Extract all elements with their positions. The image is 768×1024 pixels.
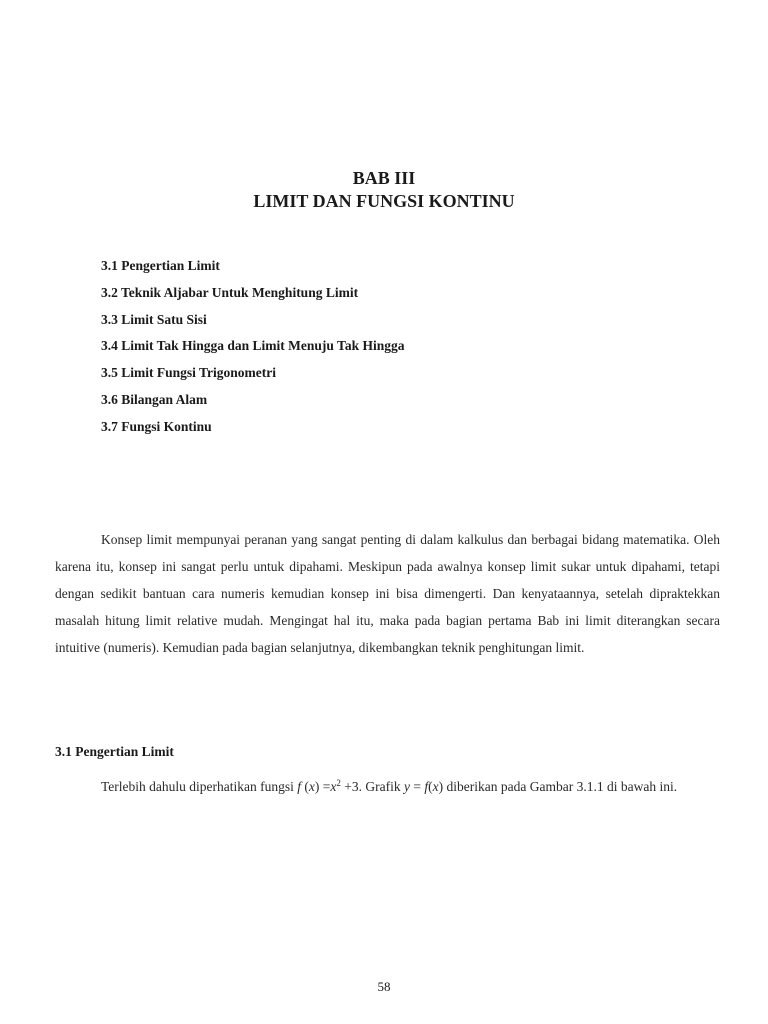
graph-formula-open: ( — [428, 779, 433, 794]
graph-formula — [404, 779, 443, 794]
graph-formula-y: y — [404, 779, 410, 794]
table-of-contents — [101, 253, 404, 441]
toc-item: 3.5 Limit Fungsi Trigonometri — [101, 365, 276, 381]
page-number: 58 — [377, 979, 391, 994]
section-heading: 3.1 Pengertian Limit — [55, 744, 174, 759]
graph-formula-close: ) — [438, 779, 444, 794]
toc-item: 3.2 Teknik Aljabar Untuk Menghitung Limit — [101, 284, 359, 300]
section-text-before: Terlebih dahulu diperhatikan fungsi — [101, 779, 298, 794]
toc-item: 3.7 Fungsi Kontinu — [101, 418, 212, 434]
function-formula — [297, 779, 358, 794]
formula-f: f — [297, 779, 302, 794]
formula-exponent: 2 — [336, 778, 341, 788]
intro-paragraph: Konsep limit mempunyai peranan yang sangat penting di dalam kalkulus dan berbagai bidang matematika. Oleh karena itu, konsep ini sangat perlu untuk dipahami. Meskipun pada awalnya konsep limit sukar untuk dipahami, tetapi dengan sedikit bantuan cara numeris kemudian konsep ini bisa dimengerti. Dan kenyataannya, setelah dipraktekkan masalah hitung limit relative mudah. Mengingat hal itu, maka pada bagian pertama Bab ini limit diterangkan secara intuitive (numeris). Kemudian pada bagian selanjutnya, dikembangkan teknik penghitungan limit. — [55, 532, 720, 655]
formula-paren: ( — [301, 779, 309, 794]
toc-item: 3.3 Limit Satu Sisi — [101, 311, 207, 327]
formula-equals: ) = — [314, 779, 331, 794]
section-paragraph — [55, 769, 720, 801]
toc-item: 3.1 Pengertian Limit — [101, 258, 220, 273]
graph-formula-x: x — [432, 779, 439, 794]
formula-x: x — [308, 779, 315, 794]
chapter-title: LIMIT DAN FUNGSI KONTINU — [253, 191, 515, 211]
toc-item: 3.4 Limit Tak Hingga dan Limit Menuju Tak Hingga — [101, 338, 405, 354]
section-text-middle: . Grafik — [358, 779, 404, 794]
formula-constant: +3 — [340, 779, 359, 794]
toc-item: 3.6 Bilangan Alam — [101, 391, 208, 407]
formula-rhs-x: x — [330, 779, 337, 794]
chapter-label: BAB III — [352, 168, 416, 188]
section-text-after: diberikan pada Gambar 3.1.1 di bawah ini. — [443, 779, 678, 794]
graph-formula-equals: = — [410, 779, 425, 794]
graph-formula-f: f — [424, 779, 429, 794]
